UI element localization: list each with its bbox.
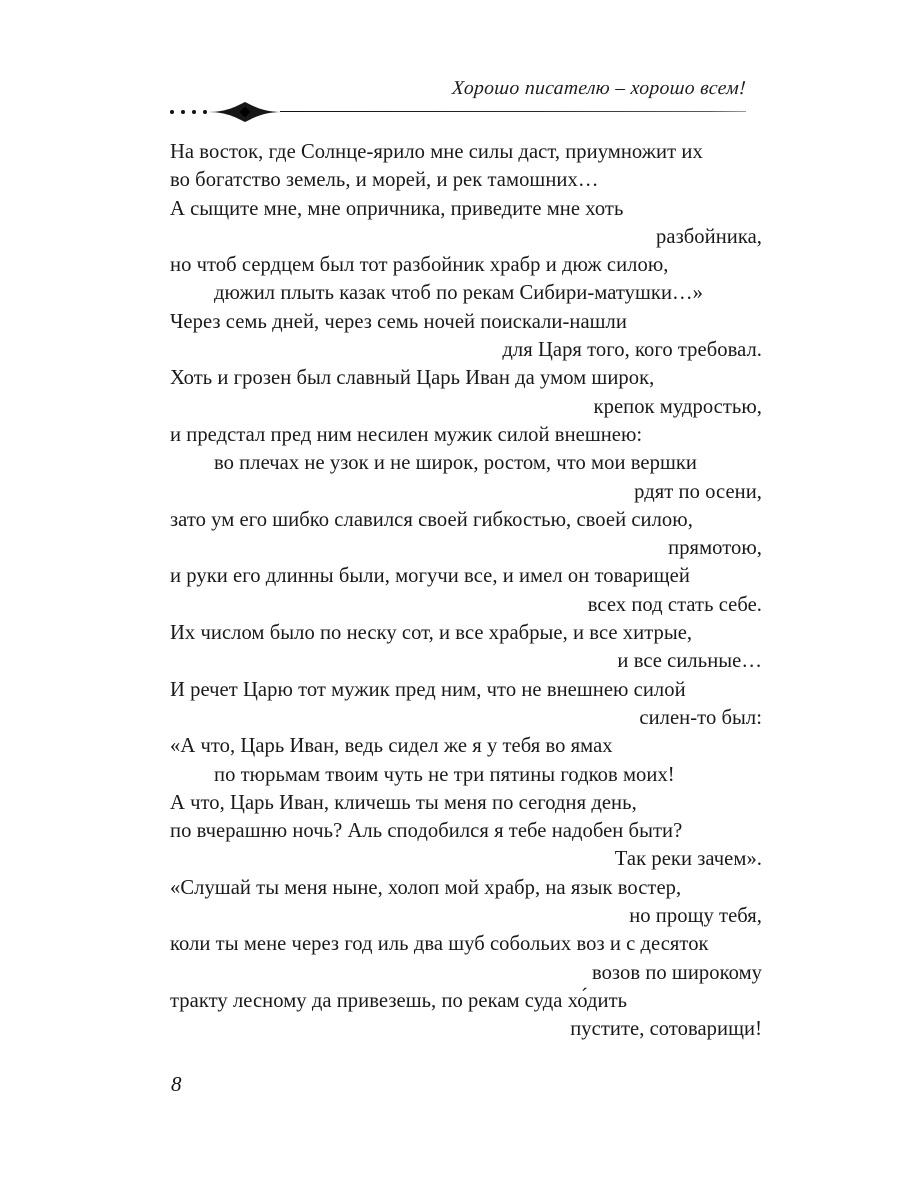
- poem-line: дюжил плыть казак чтоб по рекам Сибири-матушки…»: [214, 282, 704, 305]
- ornament-rule: [280, 111, 746, 112]
- poem-line: разбойника,: [656, 225, 762, 248]
- poem-line: «Слушай ты меня ныне, холоп мой храбр, на язык востер,: [170, 876, 682, 899]
- poem-line: по тюрьмам твоим чуть не три пятины годков моих!: [214, 763, 675, 786]
- poem-line: но чтоб сердцем был тот разбойник храбр и дюж силою,: [170, 254, 669, 277]
- poem-line: и руки его длинны были, могучи все, и имел он товарищей: [170, 565, 690, 588]
- poem-body: [170, 138, 762, 1044]
- poem-line: и предстал пред ним несилен мужик силой внешнею:: [170, 423, 643, 446]
- ornament-dots-icon: [170, 110, 207, 114]
- poem-line: «А что, Царь Иван, ведь сидел же я у тебя во ямах: [170, 735, 613, 758]
- poem-line: Через семь дней, через семь ночей поискали-нашли: [170, 310, 627, 333]
- poem-line: во богатство земель, и морей, и рек тамошних…: [170, 169, 599, 192]
- poem-line: тракту лесному да привезешь, по рекам суда хо́дить: [170, 989, 628, 1012]
- poem-line: Так реки зачем».: [614, 848, 762, 871]
- running-head-title: Хорошо писателю – хорошо всем!: [451, 78, 747, 99]
- poem-line: Хоть и грозен был славный Царь Иван да умом широк,: [170, 367, 655, 390]
- poem-line: пустите, сотоварищи!: [570, 1018, 762, 1041]
- poem-line: всех под стать себе.: [587, 593, 762, 616]
- poem-line: А сыщите мне, мне опричника, приведите мне хоть: [170, 197, 624, 220]
- poem-line: И речет Царю тот мужик пред ним, что не внешнею силой: [170, 678, 686, 701]
- poem-line: рдят по осени,: [634, 480, 762, 503]
- poem-line: На восток, где Солнце-ярило мне силы даст, приумножит их: [170, 141, 703, 163]
- poem-line: крепок мудростью,: [593, 395, 762, 418]
- page-number: 8: [171, 1072, 182, 1096]
- ornament-divider: [170, 102, 746, 122]
- ornament-diamond-icon: [208, 102, 282, 122]
- poem-line: А что, Царь Иван, кличешь ты меня по сегодня день,: [170, 791, 637, 814]
- poem-line: но прощу тебя,: [629, 905, 762, 928]
- poem-line: силен-то был:: [639, 706, 762, 729]
- poem-line: во плечах не узок и не широк, ростом, что мои вершки: [214, 452, 697, 475]
- poem-line: по вчерашню ночь? Аль сподобился я тебе надобен быти?: [170, 820, 683, 843]
- poem-line: Их числом было по неску сот, и все храбрые, и все хитрые,: [170, 622, 693, 645]
- poem-line: возов по широкому: [591, 961, 762, 984]
- poem-line: коли ты мене через год иль два шуб собольих воз и с десяток: [170, 933, 709, 956]
- poem-line: прямотою,: [668, 537, 762, 560]
- poem-line: и все сильные…: [617, 650, 762, 673]
- poem-line: для Царя того, кого требовал.: [502, 339, 762, 362]
- poem-line: зато ум его шибко славился своей гибкостью, своей силою,: [170, 508, 693, 531]
